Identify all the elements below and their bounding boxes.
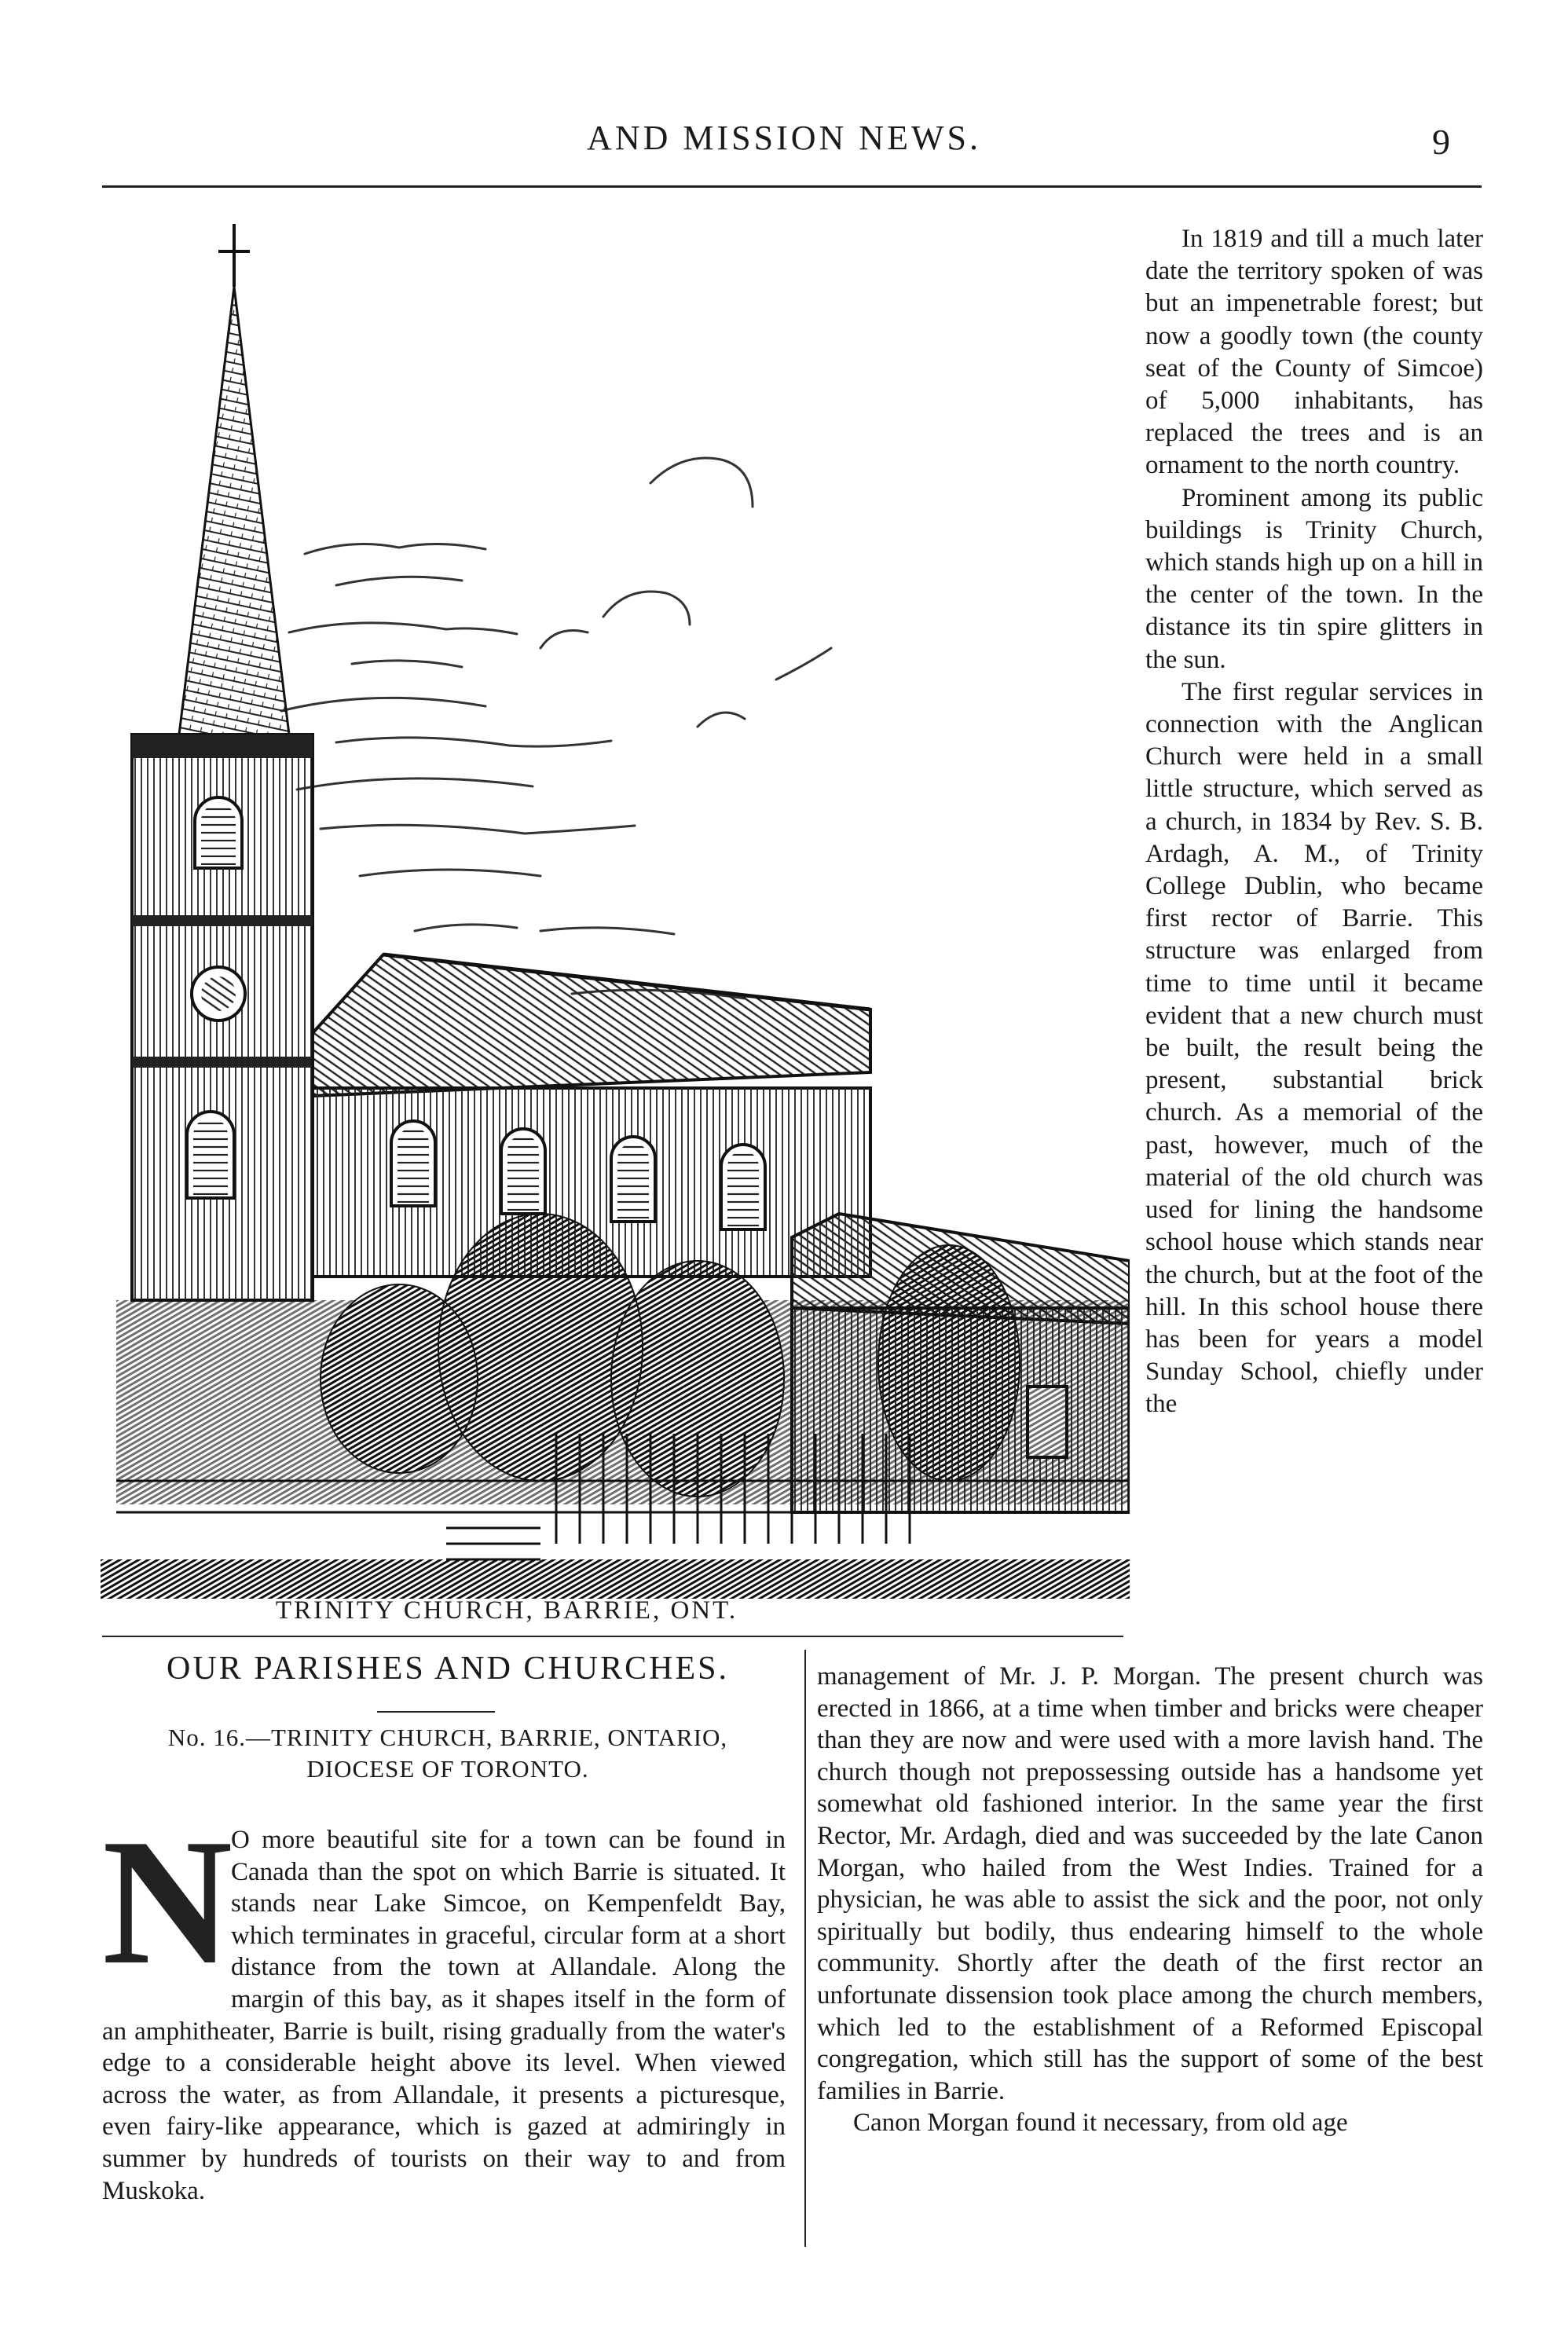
illustration-caption: TRINITY CHURCH, BARRIE, ONT. <box>275 1596 738 1625</box>
right-column-lower <box>817 1661 1483 2139</box>
caption-rule <box>102 1636 1123 1637</box>
paragraph-continued: management of Mr. J. P. Morgan. The present church was erected in 1866, at a time when timber and bricks were cheaper than they are now and were used with a more lavish hand. The church though not prepossessing outside has a handsome yet somewhat old fashioned interior. In the same year the first Rector, Mr. Ardagh, died and was succeeded by the late Canon Morgan, who hailed from the West Indies. Trained for a physician, he was able to assist the sick and the poor, not only spiritually but bodily, thus endearing himself to the whole community. Shortly after the death of the first rector an unfortunate dissension took place among the church members, which led to the establishment of a Reformed Episcopal congregation, which still has the support of some of the best families in Barrie. <box>817 1662 1483 2105</box>
drop-cap <box>102 1801 233 2002</box>
left-column-body <box>102 1801 786 2207</box>
subtitle-line-1: No. 16.—TRINITY CHURCH, BARRIE, ONTARIO, <box>167 1724 728 1751</box>
page-number: 9 <box>1432 122 1450 162</box>
running-head: AND MISSION NEWS. <box>587 119 981 157</box>
paragraph-prominent: Prominent among its public buildings is Trinity Church, which stands high up on a hill in the center of the town. In the distance its tin spire glitters in the sun. <box>1145 483 1483 674</box>
subtitle-line-2: DIOCESE OF TORONTO. <box>306 1755 589 1783</box>
paragraph-canon-morgan: Canon Morgan found it necessary, from old age <box>853 2109 1348 2138</box>
section-title: OUR PARISHES AND CHURCHES. <box>167 1651 729 1687</box>
paragraph-first-services: The first regular services in connection with the Anglican Church were held in a small little structure, which served as a church, in 1834 by Rev. S. B. Ardagh, A. M., of Trinity College Dublin, who became first rector of Barrie. This structure was enlarged from time to time until it became evident that a new church must be built, the result being the present, substantial brick church. As a memorial of the past, however, much of the material of the old church was used for lining the handsome school house which stands near the church, but at the foot of the hill. In this school house there has been for years a model Sunday School, chiefly under the <box>1145 677 1483 1419</box>
sky-strokes <box>281 458 831 998</box>
right-column-upper <box>1145 223 1483 1421</box>
header-rule <box>102 185 1482 188</box>
drop-cap-letter: N <box>102 1801 233 2002</box>
subtitle-rule <box>377 1711 495 1713</box>
church-illustration <box>101 224 1130 1599</box>
section-subtitle <box>102 1722 793 1785</box>
paragraph-opening: O more beautiful site for a town can be found in Canada than the spot on which Barrie is situated. It stands near Lake Simcoe, on Kempenfeldt Bay, which terminates in graceful, circular form at a short distance from the town at Allandale. Along the margin of this bay, as it shapes itself in the form of an amphitheater, Barrie is built, rising gradually from the water's edge to a considerable height above its level. When viewed across the water, as from Allandale, it presents a picturesque, even fairy-like appearance, which is gazed at admiringly in summer by hundreds of tourists on their way to and from Muskoka. <box>102 1826 786 2205</box>
paragraph-1819: In 1819 and till a much later date the territory spoken of was but an impenetrable forest; but now a goodly town (the county seat of the County of Simcoe) of 5,000 inhabitants, has replaced the trees and is an ornament to the north country. <box>1145 225 1483 480</box>
column-divider <box>804 1650 806 2247</box>
